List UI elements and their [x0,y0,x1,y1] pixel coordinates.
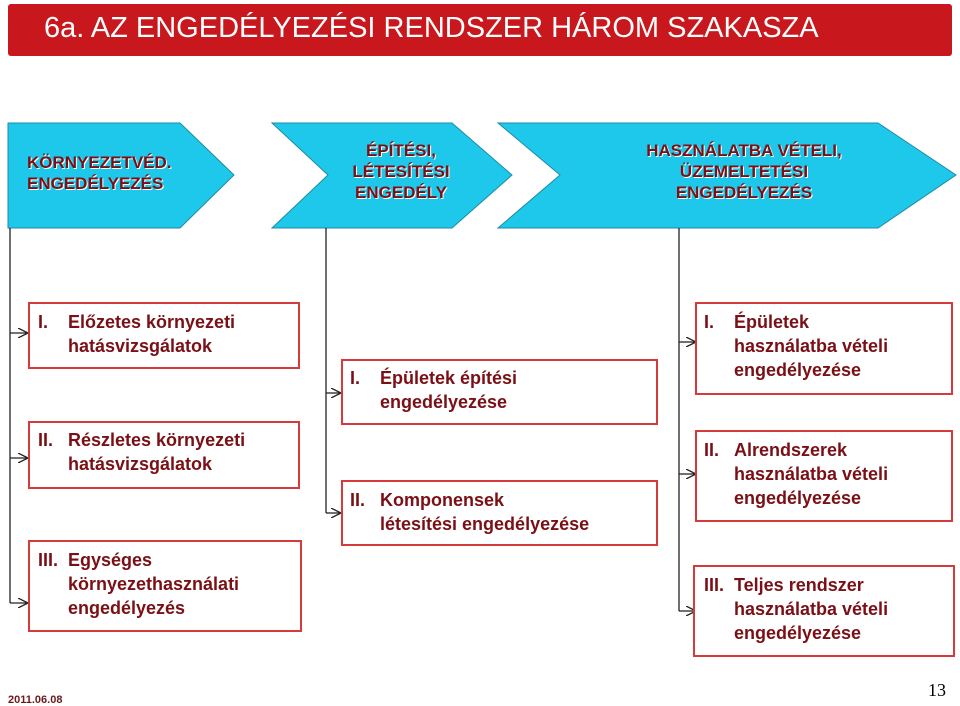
footer-date: 2011.06.08 [8,694,63,706]
stage-text-env-1: I. Előzetes környezeti hatásvizsgálatok [38,312,236,356]
stage-text-use-3: III. Teljes rendszer használatba vételi engedélyezése [704,575,889,643]
stage-text-use-1: I. Épületek használatba vételi engedélyezése [704,312,889,380]
page-title: 6a. AZ ENGEDÉLYEZÉSI RENDSZER HÁROM SZAKASZA [44,12,819,44]
phase-label-construction: ÉPÍTÉSI, LÉTESÍTÉSI ENGEDÉLY [352,141,450,202]
phase-label-environmental: KÖRNYEZETVÉD. ENGEDÉLYEZÉS [27,153,172,193]
stage-text-env-3: III. Egységes környezethasználati engedélyezés [38,550,240,618]
stage-text-build-2: II. Komponensek létesítési engedélyezése [350,490,590,534]
page-number: 13 [928,680,946,700]
phase-label-operation: HASZNÁLATBA VÉTELI, ÜZEMELTETÉSI ENGEDÉLYEZÉS [646,141,842,202]
stage-text-env-2: II. Részletes környezeti hatásvizsgálatok [38,430,246,474]
stage-text-use-2: II. Alrendszerek használatba vételi engedélyezése [704,440,889,508]
stage-text-build-1: I. Épületek építési engedélyezése [350,368,518,412]
